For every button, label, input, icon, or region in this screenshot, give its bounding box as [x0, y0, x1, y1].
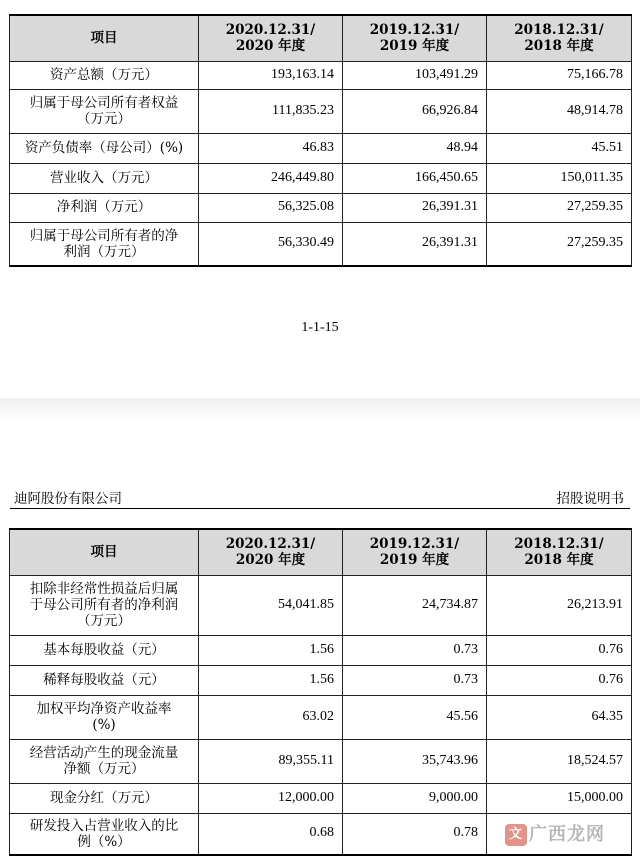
- row-label: 经营活动产生的现金流量 净额（万元）: [10, 739, 199, 783]
- header-2018: 2018.12.31/ 2018 年度: [487, 529, 632, 575]
- cell-2020: 246,449.80: [199, 163, 343, 193]
- header-2019: 2019.12.31/ 2019 年度: [343, 529, 487, 575]
- cell-2020: 1.56: [199, 665, 343, 695]
- cell-2018: 0.76: [487, 635, 632, 665]
- cell-2019: 103,491.29: [343, 61, 487, 89]
- cell-2018: 48,914.78: [487, 89, 632, 133]
- row-label: 现金分红（万元）: [10, 783, 199, 813]
- table-header-row: [10, 529, 632, 575]
- financial-table-bottom: [9, 528, 632, 856]
- row-label: 净利润（万元）: [10, 193, 199, 222]
- cell-2020: 111,835.23: [199, 89, 343, 133]
- cell-2020: 1.56: [199, 635, 343, 665]
- cell-2019: 0.73: [343, 635, 487, 665]
- row-label: 扣除非经常性损益后归属 于母公司所有者的净利润 （万元）: [10, 575, 199, 635]
- cell-2019: 24,734.87: [343, 575, 487, 635]
- header-2019: 2019.12.31/ 2019 年度: [343, 15, 487, 61]
- cell-2020: 46.83: [199, 133, 343, 163]
- company-name: 迪阿股份有限公司: [14, 491, 122, 507]
- cell-2018: 0.76: [487, 665, 632, 695]
- cell-2018: 45.51: [487, 133, 632, 163]
- header-divider: [10, 508, 630, 509]
- cell-2018: 18,524.57: [487, 739, 632, 783]
- row-label: 加权平均净资产收益率 (%): [10, 695, 199, 739]
- page-break: [0, 398, 640, 422]
- table-row: [10, 739, 632, 783]
- cell-2020: 0.68: [199, 813, 343, 855]
- cell-2020: 89,355.11: [199, 739, 343, 783]
- watermark: [505, 820, 635, 854]
- cell-2020: 56,325.08: [199, 193, 343, 222]
- financial-table-top: [9, 14, 632, 267]
- header-2020: 2020.12.31/ 2020 年度: [199, 529, 343, 575]
- cell-2019: 9,000.00: [343, 783, 487, 813]
- table-row: [10, 695, 632, 739]
- cell-2020: 193,163.14: [199, 61, 343, 89]
- cell-2018: 150,011.35: [487, 163, 632, 193]
- header-item: 项目: [10, 15, 199, 61]
- table-row: [10, 89, 632, 133]
- cell-2018: 75,166.78: [487, 61, 632, 89]
- cell-2019: 35,743.96: [343, 739, 487, 783]
- row-label: 稀释每股收益（元）: [10, 665, 199, 695]
- row-label: 资产负债率（母公司）(%): [10, 133, 199, 163]
- table-header-row: [10, 15, 632, 61]
- table-row: [10, 193, 632, 222]
- cell-2019: 0.78: [343, 813, 487, 855]
- cell-2020: 54,041.85: [199, 575, 343, 635]
- table-row: [10, 222, 632, 266]
- table-row: [10, 163, 632, 193]
- page-number: 1-1-15: [301, 320, 339, 335]
- cell-2020: 56,330.49: [199, 222, 343, 266]
- cell-2019: 48.94: [343, 133, 487, 163]
- table-row: [10, 665, 632, 695]
- cell-2018: 27,259.35: [487, 222, 632, 266]
- row-label: 资产总额（万元）: [10, 61, 199, 89]
- cell-2018: 26,213.91: [487, 575, 632, 635]
- row-label: 归属于母公司所有者的净 利润（万元）: [10, 222, 199, 266]
- cell-2019: 66,926.84: [343, 89, 487, 133]
- cell-2020: 12,000.00: [199, 783, 343, 813]
- table-row: [10, 575, 632, 635]
- table-row: [10, 61, 632, 89]
- row-label: 归属于母公司所有者权益 （万元）: [10, 89, 199, 133]
- cell-2019: 26,391.31: [343, 193, 487, 222]
- cell-2020: 63.02: [199, 695, 343, 739]
- row-label: 研发投入占营业收入的比 例（%）: [10, 813, 199, 855]
- row-label: 营业收入（万元）: [10, 163, 199, 193]
- cell-2019: 166,450.65: [343, 163, 487, 193]
- table-row: [10, 635, 632, 665]
- table-row: [10, 133, 632, 163]
- cell-2019: 26,391.31: [343, 222, 487, 266]
- document-type: 招股说明书: [556, 491, 624, 507]
- cell-2019: 45.56: [343, 695, 487, 739]
- header-item: 项目: [10, 529, 199, 575]
- header-2020: 2020.12.31/ 2020 年度: [199, 15, 343, 61]
- cell-2018: 15,000.00: [487, 783, 632, 813]
- cell-2018: 64.35: [487, 695, 632, 739]
- row-label: 基本每股收益（元）: [10, 635, 199, 665]
- watermark-logo-icon: 文: [505, 824, 527, 846]
- cell-2018: 27,259.35: [487, 193, 632, 222]
- header-2018: 2018.12.31/ 2018 年度: [487, 15, 632, 61]
- cell-2019: 0.73: [343, 665, 487, 695]
- table-row: [10, 783, 632, 813]
- watermark-text: 广西龙网: [529, 824, 605, 845]
